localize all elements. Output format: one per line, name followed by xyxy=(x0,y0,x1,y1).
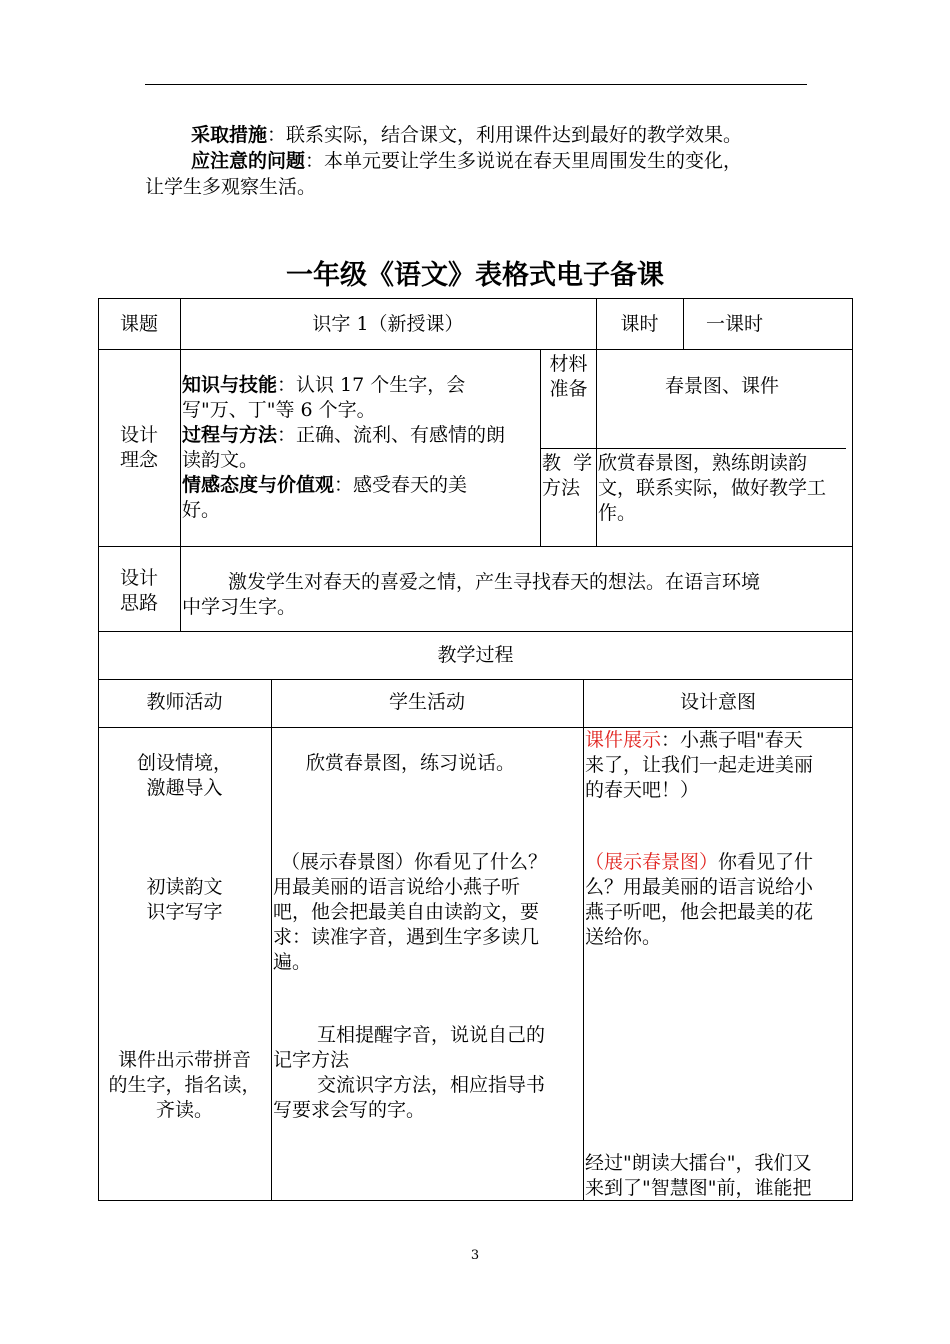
teacher-step-1: 创设情境， 激趣导入 xyxy=(136,752,232,799)
knowledge-label: 知识与技能 xyxy=(182,374,278,396)
method-value: 欣赏春景图，熟练朗读韵 文，联系实际，做好教学工 作。 xyxy=(598,452,827,524)
issues-text-cont: 让学生多观察生活。 xyxy=(145,176,317,198)
student-step-3: 互相提醒字音，说说自己的 记字方法 交流识字方法，相应指导书 写要求会写的字。 xyxy=(273,1024,546,1121)
process-label: 过程与方法 xyxy=(182,424,278,446)
teacher-step-2: 初读韵文 识字写字 xyxy=(146,876,223,923)
col-intent: 设计意图 xyxy=(679,691,756,713)
col-teacher: 教师活动 xyxy=(146,691,223,713)
intent-step-1: 课件展示：小燕子唱"春天 来了，让我们一起走进美丽 的春天吧！） xyxy=(585,729,814,801)
hours-label: 课时 xyxy=(620,313,659,335)
material-label: 材料 准备 xyxy=(549,353,588,400)
topic-value: 识字 1（新授课） xyxy=(312,313,464,335)
concept-objectives: 知识与技能：认识 17 个生字，会 写"万、丁"等 6 个字。 过程与方法：正确、流利、有感情的朗 读韵文。 情感态度与价值观：感受春天的美 好。 xyxy=(182,374,506,521)
header-rule xyxy=(145,84,807,85)
intro-paragraph xyxy=(145,122,825,200)
emotion-label: 情感态度与价值观 xyxy=(182,474,335,496)
hours-value: 一课时 xyxy=(706,313,764,335)
method-label: 教 学 方法 xyxy=(542,452,593,499)
measures-label: 采取措施 xyxy=(191,124,268,146)
student-step-1: 欣赏春景图，练习说话。 xyxy=(306,752,516,774)
spring-picture-highlight: （展示春景图） xyxy=(585,851,719,873)
material-value: 春景图、课件 xyxy=(664,375,779,397)
teacher-step-3: 课件出示带拼音 的生字，指名读， 齐读。 xyxy=(108,1049,261,1121)
topic-label: 课题 xyxy=(119,313,158,335)
intent-step-2: （展示春景图）你看见了什 么？用最美丽的语言说给小 燕子听吧，他会把最美的花 送给你。 xyxy=(585,851,814,948)
idea-label: 设计 思路 xyxy=(119,567,158,614)
col-student: 学生活动 xyxy=(388,691,465,713)
idea-text: 激发学生对春天的喜爱之情，产生寻找春天的想法。在语言环境 中学习生字。 xyxy=(182,571,761,618)
issues-text: ：本单元要让学生多说说在春天里周围发生的变化， xyxy=(305,150,743,172)
measures-text: ：联系实际，结合课文，利用课件达到最好的教学效果。 xyxy=(267,124,743,146)
page-title: 一年级《语文》表格式电子备课 xyxy=(286,260,664,291)
student-step-2: （展示春景图）你看见了什么？ 用最美丽的语言说给小燕子听 吧，他会把最美自由读韵文，要 求：读准字音，遇到生字多读几 遍。 xyxy=(273,851,548,973)
intent-step-3: 经过"朗读大擂台"，我们又 来到了"智慧图"前，谁能把 xyxy=(585,1152,812,1199)
process-heading: 教学过程 xyxy=(437,644,514,666)
courseware-highlight: 课件展示 xyxy=(585,729,662,751)
page-number: 3 xyxy=(470,1248,480,1263)
issues-label: 应注意的问题 xyxy=(191,150,306,172)
concept-label: 设计 理念 xyxy=(119,424,158,471)
